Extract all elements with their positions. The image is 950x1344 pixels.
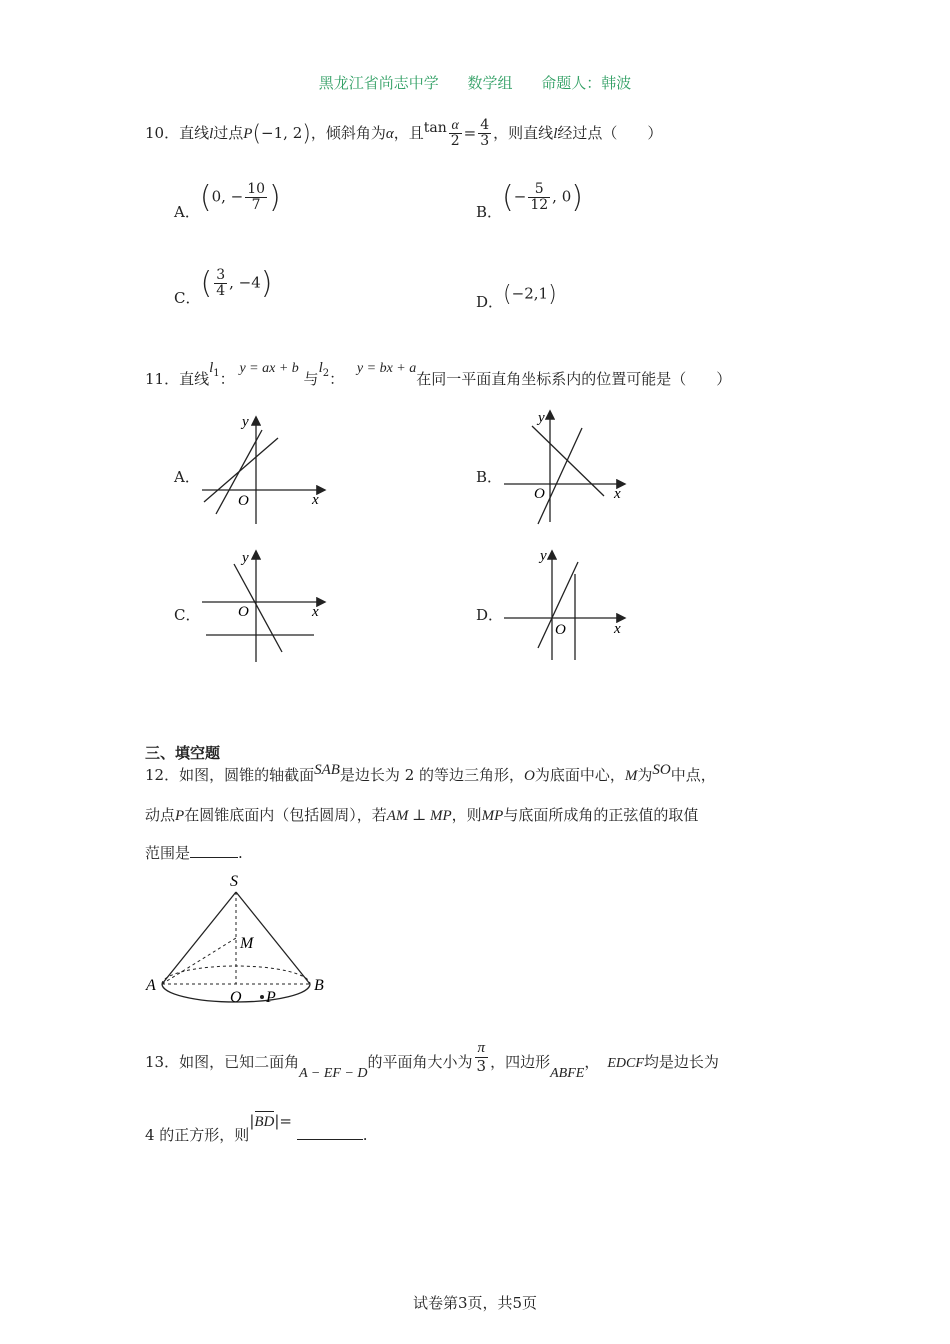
x-label: x bbox=[614, 621, 621, 637]
q12-condition: AM ⊥ MP bbox=[386, 808, 452, 824]
q10-option-d[interactable]: D．(−2,1) bbox=[476, 282, 557, 311]
y-label: y bbox=[242, 550, 249, 566]
q13-answer-blank[interactable] bbox=[297, 1127, 363, 1140]
q10-tail2: 经过点（ ） bbox=[557, 123, 663, 142]
q13-line2: 4 的正方形，则|BD|= . bbox=[145, 1112, 368, 1144]
label-S: S bbox=[230, 873, 238, 890]
label-A: A bbox=[146, 977, 156, 994]
q11-graph-d[interactable] bbox=[498, 544, 638, 666]
origin-label: O bbox=[238, 604, 249, 620]
q10-option-c[interactable]: C．( $\frac{3}{4}$ , −4) bbox=[174, 266, 273, 307]
q10-stem: 10．直线l过点P(−1, 2)，倾斜角为α，且tan $\frac{\alpha}{2}$ = $\frac{4}{3}$ ，则直线l经过点（ ） bbox=[145, 117, 663, 150]
q13-angle: A − EF − D bbox=[299, 1066, 368, 1081]
label-M: M bbox=[240, 935, 254, 952]
origin-label: O bbox=[534, 486, 545, 502]
q11-graph-a[interactable] bbox=[198, 408, 338, 528]
q10-line-l: l bbox=[209, 125, 214, 142]
q13-line1: 13．如图，已知二面角A − EF − D的平面角大小为 $\frac{\pi}{3}$ ，四边形ABFE， EDCF均是边长为 bbox=[145, 1040, 719, 1081]
y-label: y bbox=[242, 414, 249, 430]
header-group: 数学组 bbox=[467, 74, 513, 92]
label-P: P bbox=[266, 989, 276, 1006]
q10-comma1: ，倾斜角为 bbox=[310, 123, 386, 142]
q10-alpha: α bbox=[385, 125, 394, 142]
origin-label: O bbox=[238, 493, 249, 509]
q10-tail: ，则直线 bbox=[493, 123, 554, 142]
q10-half-angle: $\frac{\alpha}{2}$ bbox=[450, 118, 460, 150]
q11-l1: l bbox=[209, 360, 214, 376]
q12-answer-blank[interactable] bbox=[190, 845, 238, 858]
label-B: B bbox=[314, 977, 324, 994]
q12-line1: 12．如图，圆锥的轴截面SAB是边长为 2 的等边三角形，O为底面中心，M为SO中点， bbox=[145, 762, 716, 784]
q11-option-d-label[interactable]: D． bbox=[476, 606, 504, 624]
section-title: 三、填空题 bbox=[145, 744, 221, 762]
page-header bbox=[0, 72, 950, 93]
q13-vector-BD: BD bbox=[254, 1114, 275, 1130]
q10-passes: 过点 bbox=[213, 123, 244, 142]
q10-point-P: P bbox=[243, 125, 253, 142]
q11-graph-b[interactable] bbox=[498, 404, 638, 528]
line-l2 bbox=[538, 428, 582, 524]
q10-value: $\frac{4}{3}$ bbox=[480, 117, 490, 150]
x-label: x bbox=[312, 604, 319, 620]
origin-label: O bbox=[555, 622, 566, 638]
point-P bbox=[260, 995, 264, 999]
q11-eq2: y = bx + a bbox=[356, 361, 417, 376]
page-footer: 试卷第3页，共5页 bbox=[412, 1294, 538, 1312]
q10-eq: = bbox=[463, 123, 477, 142]
cone-edge-left bbox=[162, 892, 236, 984]
q11-l2: l bbox=[318, 360, 323, 376]
q12-cone-figure bbox=[140, 868, 340, 1010]
q11-option-b-label[interactable]: B． bbox=[476, 468, 503, 486]
q10-line-l2: l bbox=[553, 125, 558, 142]
label-O: O bbox=[230, 989, 242, 1006]
header-author: 命题人：韩波 bbox=[541, 74, 632, 92]
y-label: y bbox=[540, 548, 547, 564]
x-label: x bbox=[614, 486, 621, 502]
q12-SAB: SAB bbox=[314, 762, 340, 778]
q10-and: ，且 bbox=[393, 123, 424, 142]
x-label: x bbox=[312, 492, 319, 508]
q10-option-b[interactable]: B．(− $\frac{5}{12}$ , 0) bbox=[476, 180, 583, 221]
q11-option-a-label[interactable]: A． bbox=[174, 468, 200, 486]
q10-coords: −1, 2 bbox=[261, 123, 303, 142]
q11-eq1: y = ax + b bbox=[239, 361, 299, 376]
q10-number: 10．直线 bbox=[145, 123, 210, 142]
q11-stem: 11．直线$l_1$： y = ax + b 与$l_2$： y = bx + a在同一平面直角坐标系内的位置可能是（ ） bbox=[145, 360, 732, 388]
q10-tan: tan bbox=[423, 119, 447, 136]
header-school: 黑龙江省尚志中学 bbox=[318, 74, 439, 92]
q11-option-c-label[interactable]: C． bbox=[174, 606, 201, 624]
base-back-arc bbox=[162, 966, 310, 984]
y-label: y bbox=[538, 410, 545, 426]
q12-line3: 范围是 . bbox=[145, 844, 243, 862]
q10-option-a[interactable]: A．(0, − $\frac{10}{7}$ ) bbox=[174, 180, 281, 221]
segment-AM bbox=[162, 938, 236, 984]
q12-line2: 动点P在圆锥底面内（包括圆周），若AM ⊥ MP，则MP与底面所成角的正弦值的取值 bbox=[145, 806, 699, 824]
q11-graph-c[interactable] bbox=[198, 544, 338, 666]
